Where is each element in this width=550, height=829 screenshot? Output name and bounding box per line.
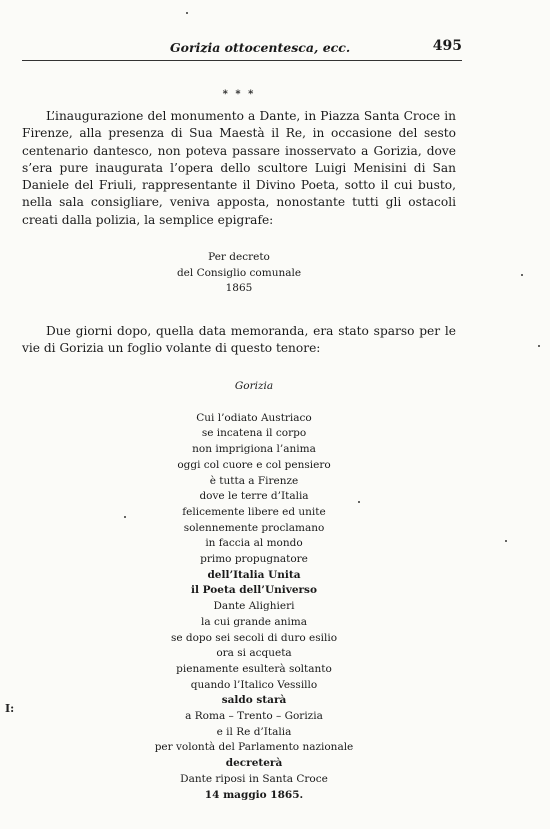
leaflet-line: saldo starà <box>221 694 287 707</box>
leaflet-line: 14 maggio 1865. <box>204 788 304 801</box>
paragraph-text: Due giorni dopo, quella data memoranda, era stato sparso per le vie di Gorizia un foglio volante di questo tenore: <box>22 324 456 356</box>
paragraph-text: L’inaugurazione del monumento a Dante, in Piazza Santa Croce in Firenze, alla presenza di Sua Maestà il Re, in occasione del sesto centenario dantesco, non poteva passare inosservato a Gorizia, dove s’era pure inaugurata l’opera dello scultore Luigi Menisini di San Daniele del Friuli, rappresentante il Divino Poeta, sotto il cui busto, nella sala consigliare, veniva apposta, nonostante tutti gli ostacoli creati dalla polizia, la semplice epigrafe: <box>22 109 456 227</box>
leaflet-title: Gorizia <box>234 380 274 392</box>
leaflet-line: se incatena il corpo <box>201 427 307 440</box>
leaflet-line: oggi col cuore e col pensiero <box>177 458 331 471</box>
epigraph <box>0 250 478 297</box>
leaflet-line: il Poeta dell’Universo <box>191 584 317 597</box>
leaflet-line: in faccia al mondo <box>205 537 303 550</box>
page-header <box>22 38 462 61</box>
leaflet-line: solennemente proclamano <box>183 521 325 534</box>
margin-mark: I: <box>5 702 15 715</box>
leaflet-line: se dopo sei secoli di duro esilio <box>170 631 338 644</box>
leaflet-line: ora si acqueta <box>216 647 292 660</box>
leaflet-line: primo propugnatore <box>200 553 308 566</box>
leaflet-text <box>0 379 508 803</box>
page-number: 495 <box>432 38 462 54</box>
leaflet-line: per volontà del Parlamento nazionale <box>154 741 354 754</box>
leaflet-line: la cui grande anima <box>201 615 307 628</box>
print-speck <box>186 12 188 14</box>
running-title: Gorizia ottocentesca, ecc. <box>170 40 351 55</box>
leaflet-line: dell’Italia Unita <box>207 568 301 581</box>
leaflet-line: pienamente esulterà soltanto <box>176 662 332 675</box>
leaflet-line: Dante riposi in Santa Croce <box>180 772 328 785</box>
leaflet-line: quando l’Italico Vessillo <box>190 678 318 691</box>
paragraph-inauguration <box>22 108 456 229</box>
leaflet-line: e il Re d’Italia <box>216 725 292 738</box>
print-speck <box>358 501 360 503</box>
epigraph-line: del Consiglio comunale <box>176 266 302 279</box>
print-speck <box>538 345 540 347</box>
print-speck <box>505 540 507 542</box>
print-speck <box>124 516 126 518</box>
section-separator: * * * <box>222 89 256 100</box>
paragraph-leaflet-intro <box>22 323 456 358</box>
leaflet-line: Dante Alighieri <box>213 600 295 613</box>
leaflet-line: felicemente libere ed unite <box>182 505 326 518</box>
epigraph-line: 1865 <box>225 282 253 294</box>
leaflet-line: è tutta a Firenze <box>209 474 299 487</box>
leaflet-line: Cui l’odiato Austriaco <box>196 411 312 424</box>
print-speck <box>521 274 523 276</box>
leaflet-line: non imprigiona l’anima <box>192 443 316 456</box>
leaflet-line: a Roma – Trento – Gorizia <box>185 710 323 723</box>
leaflet-line: dove le terre d’Italia <box>199 490 309 503</box>
epigraph-line: Per decreto <box>208 251 270 263</box>
leaflet-line: decreterà <box>225 757 283 770</box>
